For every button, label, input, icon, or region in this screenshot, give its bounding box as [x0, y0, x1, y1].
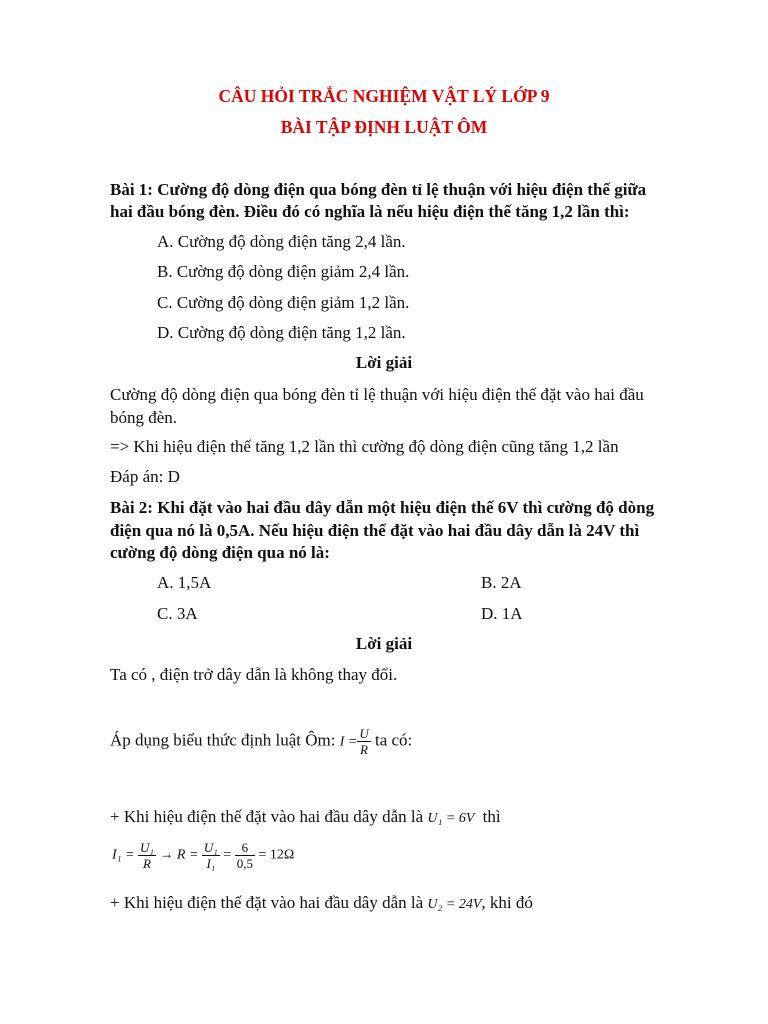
q2-option-a: A. 1,5A: [157, 573, 212, 592]
q2-solution-heading: Lời giải: [355, 634, 413, 653]
calc-f3-den: 0,5: [236, 856, 253, 871]
q1-answer: Đáp án: D: [110, 467, 180, 486]
q1-option-c: C. Cường độ dòng điện giảm 1,2 lần.: [157, 293, 410, 312]
calc-f2-den: I₁: [206, 856, 216, 871]
calc-arrow: → R =: [159, 847, 199, 863]
calc-fraction-3: [235, 840, 255, 871]
calc-fraction-1: [138, 840, 156, 871]
q1-solution-heading: Lời giải: [355, 353, 413, 372]
calc-f1-num: U₁: [139, 840, 154, 855]
q2-calc-line: [112, 840, 294, 871]
q2-solution-line1: Ta có , điện trở dây dẫn là không thay đổi.: [110, 665, 398, 684]
q2-case1-line: [110, 807, 501, 827]
q1-solution-line2: bóng đèn.: [110, 408, 178, 427]
calc-fraction-2: [202, 840, 220, 871]
q1-solution-line3: => Khi hiệu điện thế tăng 1,2 lần thì cường độ dòng điện cũng tăng 1,2 lần: [110, 437, 619, 456]
q2-option-d: D. 1A: [481, 604, 523, 623]
q2-ohm-law-suffix: ta có:: [374, 730, 413, 750]
calc-f2-num: U₁: [203, 840, 218, 855]
q1-solution-line1: Cường độ dòng điện qua bóng đèn tỉ lệ thuận với hiệu điện thế đặt vào hai đầu: [110, 385, 644, 404]
q1-option-d: D. Cường độ dòng điện tăng 1,2 lần.: [157, 323, 406, 342]
q2-case1-math: U₁ = 6V: [427, 811, 475, 826]
q1-text-line1: Bài 1: Cường độ dòng điện qua bóng đèn tỉ lệ thuận với hiệu điện thế giữa: [110, 180, 647, 199]
q1-option-a: A. Cường độ dòng điện tăng 2,4 lần.: [157, 232, 406, 251]
q2-ohm-law-line: [110, 726, 412, 757]
q2-case2-suffix: , khi đó: [481, 893, 533, 912]
q2-case1-suffix: thì: [482, 807, 501, 826]
q2-case2-math: U₂ = 24V: [427, 897, 482, 912]
q2-ohm-law-text: Áp dụng biểu thức định luật Ôm:: [110, 730, 336, 750]
q2-text-line3: cường độ dòng điện qua nó là:: [110, 543, 330, 562]
ohm-formula-numerator: U: [359, 726, 369, 741]
calc-result: = 12Ω: [258, 847, 295, 863]
q2-case1-text: + Khi hiệu điện thế đặt vào hai đầu dây dẫn là: [110, 807, 424, 826]
q1-text-line2: hai đầu bóng đèn. Điều đó có nghĩa là nếu hiệu điện thế tăng 1,2 lần thì:: [110, 202, 630, 221]
calc-f3-num: 6: [235, 840, 255, 856]
doc-title: CÂU HỎI TRẮC NGHIỆM VẬT LÝ LỚP 9: [218, 86, 550, 106]
q2-case2-text: + Khi hiệu điện thế đặt vào hai đầu dây dẫn là: [110, 893, 424, 912]
ohm-formula-fraction: [357, 726, 370, 757]
calc-f1-den: R: [142, 856, 151, 871]
q1-option-b: B. Cường độ dòng điện giảm 2,4 lần.: [157, 262, 410, 281]
q2-case2-line: [110, 893, 533, 913]
q2-option-c: C. 3A: [157, 604, 198, 623]
ohm-formula-denominator: R: [360, 742, 368, 757]
q2-option-b: B. 2A: [481, 573, 522, 592]
ohm-formula-lhs: I =: [339, 734, 358, 750]
calc-eq: =: [223, 847, 232, 863]
q2-text-line1: Bài 2: Khi đặt vào hai đầu dây dẫn một hiệu điện thế 6V thì cường độ dòng: [110, 498, 655, 517]
calc-lhs: I₁ =: [112, 847, 135, 863]
doc-subtitle: BÀI TẬP ĐỊNH LUẬT ÔM: [280, 117, 488, 137]
q2-text-line2: điện qua nó là 0,5A. Nếu hiệu điện thế đặt vào hai đầu dây dẫn là 24V thì: [110, 521, 640, 540]
